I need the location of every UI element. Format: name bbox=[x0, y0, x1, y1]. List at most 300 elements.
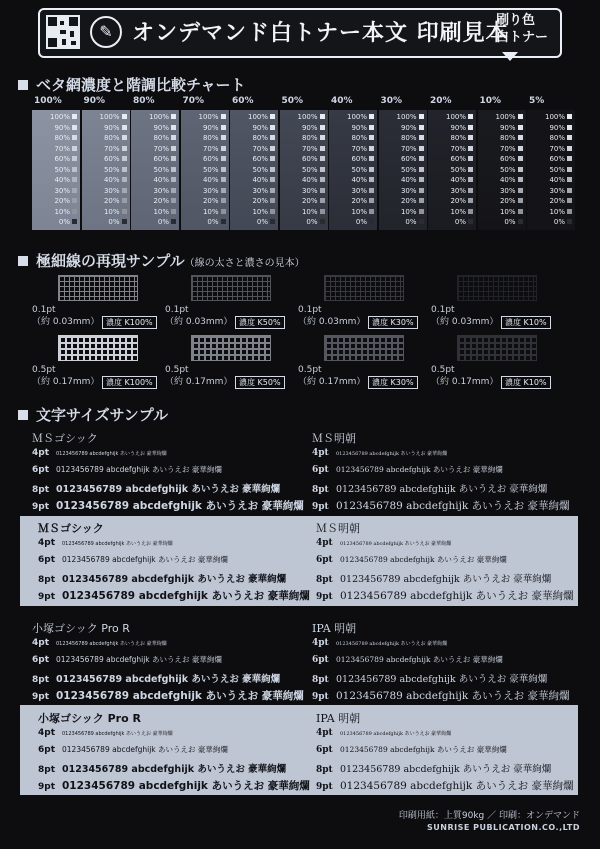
section-title-text: ベタ網濃度と階調比較チャート bbox=[36, 76, 246, 94]
scale-label: 80% bbox=[153, 134, 169, 142]
sample-text: 0123456789 abcdefghijk あいうえお 豪華絢爛 bbox=[340, 731, 452, 737]
size-sample-line bbox=[38, 588, 310, 603]
scale-row bbox=[302, 208, 325, 216]
scale-row bbox=[104, 176, 127, 184]
scale-row bbox=[104, 145, 127, 153]
halftone-column bbox=[428, 110, 476, 230]
scale-label: 40% bbox=[252, 176, 268, 184]
tone-swatch bbox=[270, 219, 275, 224]
tone-swatch bbox=[419, 146, 424, 151]
scale-row bbox=[54, 197, 77, 205]
tone-swatch bbox=[72, 156, 77, 161]
tone-swatch bbox=[72, 219, 77, 224]
scale-label: 70% bbox=[202, 144, 219, 153]
scale-label: 80% bbox=[202, 134, 219, 142]
page-title: オンデマンド白トナー本文 印刷見本 bbox=[132, 21, 509, 46]
size-sample-line bbox=[312, 654, 503, 665]
size-sample-line bbox=[316, 571, 551, 585]
sample-text: 0123456789 abcdefghijk あいうえお 豪華絢爛 bbox=[56, 655, 222, 664]
tone-swatch bbox=[270, 125, 275, 130]
tone-swatch bbox=[122, 219, 127, 224]
tone-swatch bbox=[270, 167, 275, 172]
point-size-label: 8pt bbox=[38, 575, 56, 585]
scale-label: 40% bbox=[301, 176, 318, 184]
scale-label: 90% bbox=[153, 123, 169, 132]
font-name: ＭＳゴシック bbox=[32, 432, 98, 445]
scale-label: 50% bbox=[400, 165, 417, 174]
density-badge: 濃度 K100% bbox=[102, 376, 157, 389]
scale-label: 80% bbox=[103, 134, 120, 142]
scale-row bbox=[198, 113, 225, 121]
print-color-line2: 白トナー bbox=[496, 30, 549, 45]
scale-row bbox=[401, 134, 424, 142]
tone-swatch bbox=[369, 209, 374, 214]
scale-label: 90% bbox=[549, 123, 565, 132]
tone-swatch bbox=[419, 198, 424, 203]
tone-swatch bbox=[468, 146, 473, 151]
sample-text: 0123456789 abcdefghijk あいうえお 豪華絢爛 bbox=[62, 745, 228, 754]
scale-row bbox=[351, 197, 374, 205]
scale-label: 10% bbox=[153, 207, 169, 216]
tone-swatch bbox=[270, 135, 275, 140]
scale-label: 0% bbox=[207, 218, 219, 226]
scale-label: 50% bbox=[450, 165, 466, 174]
tone-swatch bbox=[72, 135, 77, 140]
scale-label: 0% bbox=[256, 218, 268, 226]
tone-swatch bbox=[320, 209, 325, 214]
tone-swatch bbox=[221, 209, 226, 214]
scale-row bbox=[351, 166, 374, 174]
density-label: 30% bbox=[380, 96, 403, 106]
tone-swatch bbox=[369, 135, 374, 140]
scale-label: 20% bbox=[351, 197, 367, 205]
density-label: 100% bbox=[34, 96, 62, 106]
scale-label: 30% bbox=[202, 186, 219, 195]
sample-text: 0123456789 abcdefghijk あいうえお 豪華絢爛 bbox=[340, 541, 452, 547]
scale-label: 70% bbox=[301, 144, 318, 153]
scale-label: 10% bbox=[351, 207, 367, 216]
sample-text: 0123456789 abcdefghijk あいうえお 豪華絢爛 bbox=[62, 764, 287, 775]
halftone-column bbox=[32, 110, 80, 230]
tone-swatch bbox=[171, 156, 176, 161]
scale-label: 10% bbox=[499, 207, 516, 216]
tone-swatch bbox=[221, 146, 226, 151]
scale-label: 40% bbox=[54, 176, 70, 184]
scale-label: 60% bbox=[400, 155, 417, 163]
scale-row bbox=[252, 176, 275, 184]
scale-row bbox=[450, 145, 473, 153]
scale-label: 50% bbox=[202, 165, 219, 174]
scale-label: 20% bbox=[301, 197, 318, 205]
scale-label: 70% bbox=[499, 144, 516, 153]
scale-row bbox=[104, 155, 127, 163]
point-size-label: 8pt bbox=[32, 675, 50, 685]
scale-label: 70% bbox=[549, 144, 565, 153]
bullet-square-icon bbox=[18, 80, 28, 90]
scale-label: 80% bbox=[450, 134, 466, 142]
scale-label: 20% bbox=[450, 197, 466, 205]
scale-label: 50% bbox=[301, 165, 318, 174]
scale-row bbox=[504, 218, 522, 226]
scale-label: 40% bbox=[153, 176, 169, 184]
sample-text: 0123456789 abcdefghijk あいうえお 豪華絢爛 bbox=[62, 780, 310, 792]
tone-swatch bbox=[122, 135, 127, 140]
tone-swatch bbox=[369, 114, 374, 119]
tone-swatch bbox=[369, 177, 374, 182]
scale-label: 90% bbox=[351, 123, 367, 132]
tone-swatch bbox=[468, 177, 473, 182]
scale-label: 50% bbox=[54, 165, 70, 174]
speech-tail bbox=[502, 52, 518, 61]
scale-row bbox=[252, 187, 275, 195]
scale-row bbox=[500, 176, 523, 184]
scale-label: 50% bbox=[103, 165, 120, 174]
size-sample-line bbox=[316, 728, 451, 738]
density-label: 5% bbox=[529, 96, 545, 106]
line-grid-sample bbox=[457, 275, 537, 301]
scale-label: 80% bbox=[549, 134, 565, 142]
size-sample-line bbox=[316, 761, 551, 775]
scale-label: 30% bbox=[252, 186, 268, 195]
sample-text: 0123456789 abcdefghijk あいうえお 豪華絢爛 bbox=[336, 451, 448, 457]
scale-row bbox=[252, 134, 275, 142]
tone-swatch bbox=[567, 188, 572, 193]
scale-row bbox=[549, 145, 572, 153]
tone-swatch bbox=[518, 188, 523, 193]
size-sample-line bbox=[38, 554, 228, 565]
scale-label: 30% bbox=[351, 186, 367, 195]
scale-row bbox=[153, 176, 176, 184]
scale-row bbox=[203, 197, 226, 205]
point-size-label: 4pt bbox=[316, 538, 333, 548]
size-sample-line bbox=[38, 728, 173, 738]
scale-label: 40% bbox=[549, 176, 565, 184]
point-size-label: 9pt bbox=[32, 692, 50, 702]
tone-swatch bbox=[270, 114, 275, 119]
line-approx-mm: （約 0.17mm） bbox=[32, 377, 100, 387]
tone-swatch bbox=[567, 146, 572, 151]
scale-label: 0% bbox=[553, 218, 565, 226]
scale-row bbox=[500, 166, 523, 174]
tone-swatch bbox=[72, 114, 77, 119]
tone-swatch bbox=[171, 219, 176, 224]
scale-label: 100% bbox=[396, 113, 417, 121]
scale-row bbox=[302, 166, 325, 174]
scale-row bbox=[554, 218, 572, 226]
scale-label: 40% bbox=[400, 176, 417, 184]
sample-text: 0123456789 abcdefghijk あいうえお 豪華絢爛 bbox=[56, 451, 167, 457]
scale-label: 50% bbox=[549, 165, 565, 174]
scale-label: 70% bbox=[54, 144, 70, 153]
tone-swatch bbox=[518, 209, 523, 214]
tone-swatch bbox=[369, 167, 374, 172]
scale-label: 90% bbox=[252, 123, 268, 132]
scale-label: 80% bbox=[400, 134, 417, 142]
tone-swatch bbox=[369, 188, 374, 193]
tone-swatch bbox=[567, 167, 572, 172]
tone-swatch bbox=[72, 209, 77, 214]
point-size-label: 8pt bbox=[316, 575, 333, 585]
tone-swatch bbox=[320, 146, 325, 151]
sample-text: 0123456789 abcdefghijk あいうえお 豪華絢爛 bbox=[336, 484, 548, 495]
scale-label: 30% bbox=[499, 186, 516, 195]
point-size-label: 9pt bbox=[312, 502, 329, 512]
scale-row bbox=[351, 176, 374, 184]
scale-label: 90% bbox=[54, 123, 70, 132]
scale-row bbox=[203, 124, 226, 132]
scale-row bbox=[302, 187, 325, 195]
scale-row bbox=[252, 155, 275, 163]
scale-row bbox=[549, 155, 572, 163]
tone-swatch bbox=[567, 125, 572, 130]
tone-swatch bbox=[518, 219, 523, 224]
font-name: ＭＳ明朝 bbox=[312, 432, 356, 445]
tone-swatch bbox=[567, 198, 572, 203]
size-sample-line bbox=[38, 744, 228, 755]
line-approx-mm: （約 0.17mm） bbox=[165, 377, 233, 387]
scale-row bbox=[450, 197, 473, 205]
sample-text: 0123456789 abcdefghijk あいうえお 豪華絢爛 bbox=[340, 555, 507, 564]
scale-label: 0% bbox=[108, 218, 120, 226]
scale-label: 50% bbox=[153, 165, 169, 174]
line-thickness: 0.1pt bbox=[165, 305, 189, 315]
tone-swatch bbox=[567, 219, 572, 224]
point-size-label: 9pt bbox=[316, 782, 333, 792]
sample-text: 0123456789 abcdefghijk あいうえお 豪華絢爛 bbox=[56, 500, 304, 512]
point-size-label: 4pt bbox=[316, 728, 333, 738]
size-sample-line bbox=[32, 671, 280, 685]
scale-row bbox=[401, 155, 424, 163]
point-size-label: 4pt bbox=[312, 638, 329, 648]
scale-label: 0% bbox=[157, 218, 169, 226]
point-size-label: 9pt bbox=[312, 692, 329, 702]
scale-label: 80% bbox=[499, 134, 516, 142]
qr-code-icon[interactable] bbox=[46, 15, 80, 49]
scale-label: 100% bbox=[49, 113, 70, 121]
size-sample-line bbox=[312, 671, 547, 685]
section-title-text: 文字サイズサンプル bbox=[36, 406, 169, 424]
tone-swatch bbox=[369, 219, 374, 224]
scale-label: 10% bbox=[252, 207, 268, 216]
scale-label: 30% bbox=[54, 186, 70, 195]
tone-swatch bbox=[468, 135, 473, 140]
tone-swatch bbox=[567, 156, 572, 161]
section-title-text: 極細線の再現サンプル bbox=[36, 252, 185, 270]
scale-row bbox=[54, 155, 77, 163]
scale-row bbox=[401, 145, 424, 153]
scale-row bbox=[252, 208, 275, 216]
tone-swatch bbox=[171, 167, 176, 172]
scale-label: 100% bbox=[99, 113, 120, 121]
scale-row bbox=[347, 113, 374, 121]
scale-label: 60% bbox=[252, 155, 268, 163]
halftone-column bbox=[131, 110, 179, 230]
tone-swatch bbox=[270, 146, 275, 151]
tone-swatch bbox=[171, 135, 176, 140]
scale-row bbox=[500, 134, 523, 142]
line-thickness: 0.5pt bbox=[165, 365, 189, 375]
sample-text: 0123456789 abcdefghijk あいうえお 豪華絢爛 bbox=[336, 655, 503, 664]
sample-text: 0123456789 abcdefghijk あいうえお 豪華絢爛 bbox=[340, 574, 552, 585]
line-grid-sample bbox=[58, 275, 138, 301]
density-label: 50% bbox=[281, 96, 304, 106]
point-size-label: 6pt bbox=[316, 745, 333, 755]
header-banner bbox=[38, 8, 562, 58]
scale-label: 0% bbox=[58, 218, 70, 226]
tone-swatch bbox=[270, 188, 275, 193]
scale-label: 80% bbox=[351, 134, 367, 142]
line-thickness: 0.5pt bbox=[298, 365, 322, 375]
density-badge: 濃度 K100% bbox=[102, 316, 157, 329]
scale-label: 90% bbox=[301, 123, 318, 132]
tone-swatch bbox=[419, 125, 424, 130]
section-title-halftone bbox=[18, 74, 246, 95]
scale-row bbox=[549, 197, 572, 205]
line-grid-sample bbox=[191, 275, 271, 301]
tone-swatch bbox=[72, 177, 77, 182]
scale-row bbox=[401, 197, 424, 205]
section-title-thin-lines bbox=[18, 250, 305, 271]
scale-label: 70% bbox=[400, 144, 417, 153]
scale-row bbox=[450, 176, 473, 184]
tone-swatch bbox=[171, 188, 176, 193]
size-sample-line bbox=[32, 654, 222, 665]
halftone-column bbox=[329, 110, 377, 230]
tone-swatch bbox=[567, 114, 572, 119]
point-size-label: 9pt bbox=[316, 592, 333, 602]
tone-swatch bbox=[369, 125, 374, 130]
scale-row bbox=[306, 218, 324, 226]
scale-label: 50% bbox=[252, 165, 268, 174]
scale-label: 60% bbox=[202, 155, 219, 163]
tone-swatch bbox=[122, 209, 127, 214]
scale-row bbox=[153, 197, 176, 205]
scale-label: 10% bbox=[400, 207, 417, 216]
scale-label: 40% bbox=[202, 176, 219, 184]
tone-swatch bbox=[122, 114, 127, 119]
scale-row bbox=[401, 176, 424, 184]
tone-swatch bbox=[171, 114, 176, 119]
scale-row bbox=[549, 166, 572, 174]
point-size-label: 6pt bbox=[32, 465, 50, 475]
line-approx-mm: （約 0.03mm） bbox=[165, 317, 233, 327]
density-label: 10% bbox=[479, 96, 502, 106]
density-badge: 濃度 K10% bbox=[501, 376, 551, 389]
tone-swatch bbox=[72, 198, 77, 203]
scale-label: 40% bbox=[450, 176, 466, 184]
tone-swatch bbox=[171, 198, 176, 203]
scale-row bbox=[59, 218, 77, 226]
font-name: IPA 明朝 bbox=[316, 712, 361, 725]
scale-row bbox=[401, 166, 424, 174]
scale-row bbox=[302, 176, 325, 184]
scale-row bbox=[108, 218, 126, 226]
sample-text: 0123456789 abcdefghijk あいうえお 豪華絢爛 bbox=[340, 764, 552, 775]
scale-label: 60% bbox=[153, 155, 169, 163]
tone-swatch bbox=[72, 188, 77, 193]
scale-label: 30% bbox=[400, 186, 417, 195]
scale-label: 60% bbox=[499, 155, 516, 163]
scale-label: 70% bbox=[153, 144, 169, 153]
tone-swatch bbox=[518, 146, 523, 151]
sample-text: 0123456789 abcdefghijk あいうえお 豪華絢爛 bbox=[62, 555, 228, 564]
tone-swatch bbox=[468, 188, 473, 193]
print-color-line1: 刷り色 bbox=[496, 13, 536, 28]
tone-swatch bbox=[419, 114, 424, 119]
size-sample-line bbox=[32, 638, 167, 648]
point-size-label: 6pt bbox=[38, 555, 56, 565]
line-approx-mm: （約 0.03mm） bbox=[298, 317, 366, 327]
tone-swatch bbox=[221, 114, 226, 119]
tone-swatch bbox=[320, 219, 325, 224]
scale-label: 60% bbox=[549, 155, 565, 163]
size-sample-line bbox=[32, 498, 304, 513]
tone-swatch bbox=[320, 125, 325, 130]
scale-label: 20% bbox=[103, 197, 120, 205]
tone-swatch bbox=[468, 125, 473, 130]
scale-label: 30% bbox=[301, 186, 318, 195]
scale-label: 70% bbox=[450, 144, 466, 153]
scale-label: 20% bbox=[54, 197, 70, 205]
section-title-font-size bbox=[18, 404, 168, 425]
density-badge: 濃度 K30% bbox=[368, 376, 418, 389]
point-size-label: 6pt bbox=[312, 465, 329, 475]
point-size-label: 8pt bbox=[312, 675, 329, 685]
size-sample-line bbox=[316, 588, 573, 603]
line-thickness: 0.1pt bbox=[431, 305, 455, 315]
halftone-column bbox=[527, 110, 575, 230]
halftone-column bbox=[230, 110, 278, 230]
density-badge: 濃度 K50% bbox=[235, 316, 285, 329]
scale-row bbox=[54, 166, 77, 174]
scale-label: 20% bbox=[202, 197, 219, 205]
scale-row bbox=[549, 134, 572, 142]
size-sample-line bbox=[316, 538, 451, 548]
sample-text: 0123456789 abcdefghijk あいうえお 豪華絢爛 bbox=[340, 780, 574, 792]
scale-row bbox=[302, 197, 325, 205]
font-name: 小塚ゴシック Pro R bbox=[38, 712, 141, 725]
scale-row bbox=[153, 187, 176, 195]
scale-label: 0% bbox=[454, 218, 466, 226]
tone-swatch bbox=[468, 167, 473, 172]
scale-row bbox=[153, 124, 176, 132]
tone-swatch bbox=[122, 188, 127, 193]
scale-label: 70% bbox=[103, 144, 120, 153]
scale-row bbox=[203, 155, 226, 163]
scale-label: 50% bbox=[499, 165, 516, 174]
scale-row bbox=[351, 208, 374, 216]
scale-row bbox=[252, 124, 275, 132]
scale-row bbox=[54, 134, 77, 142]
scale-label: 10% bbox=[549, 207, 565, 216]
line-thickness: 0.5pt bbox=[32, 365, 56, 375]
size-sample-line bbox=[32, 481, 280, 495]
scale-row bbox=[450, 208, 473, 216]
size-sample-line bbox=[316, 778, 573, 793]
scale-row bbox=[500, 208, 523, 216]
section-note: （線の太さと濃さの見本） bbox=[184, 258, 305, 269]
sample-text: 0123456789 abcdefghijk あいうえお 豪華絢爛 bbox=[336, 465, 503, 474]
tone-swatch bbox=[518, 198, 523, 203]
tone-swatch bbox=[468, 114, 473, 119]
sample-text: 0123456789 abcdefghijk あいうえお 豪華絢爛 bbox=[336, 641, 448, 647]
tone-swatch bbox=[171, 146, 176, 151]
tone-swatch bbox=[221, 167, 226, 172]
tone-swatch bbox=[221, 125, 226, 130]
scale-row bbox=[450, 134, 473, 142]
sample-text: 0123456789 abcdefghijk あいうえお 豪華絢爛 bbox=[62, 541, 173, 547]
scale-label: 10% bbox=[202, 207, 219, 216]
